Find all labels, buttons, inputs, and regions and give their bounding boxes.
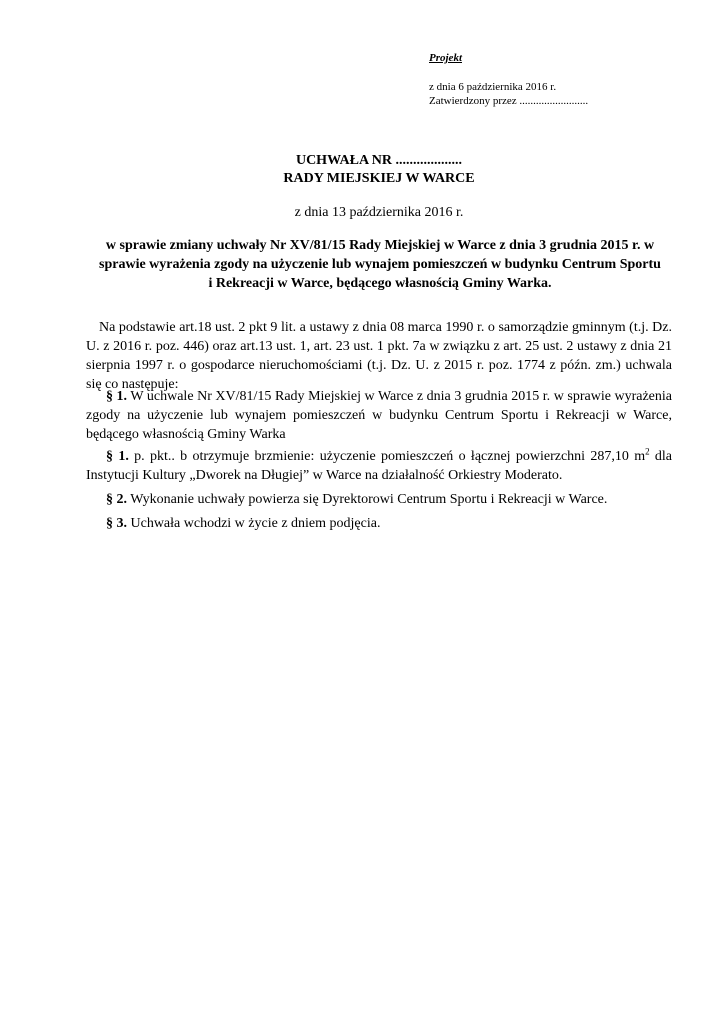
project-label: Projekt xyxy=(429,52,462,64)
resolution-subject xyxy=(84,236,676,293)
section-1b-text: p. pkt.. b otrzymuje brzmienie: użyczenie pomieszczeń o łącznej powierzchni 287,10 m xyxy=(128,449,646,464)
subject-line-1: w sprawie zmiany uchwały Nr XV/81/15 Rady Miejskiej w Warce z dnia 3 grudnia 2015 r. w xyxy=(105,238,655,253)
council-name: RADY MIEJSKIEJ W WARCE xyxy=(283,171,475,186)
section-3-text: Uchwała wchodzi w życie z dniem podjęcia. xyxy=(127,516,381,531)
draft-date: z dnia 6 października 2016 r. xyxy=(429,81,557,93)
resolution-number: UCHWAŁA NR ................... xyxy=(295,153,463,168)
approved-by: Zatwierdzony przez ......................... xyxy=(429,95,589,107)
section-1-mark: § 1. xyxy=(106,389,128,404)
section-2-text: Wykonanie uchwały powierza się Dyrektorowi Centrum Sportu i Rekreacji w Warce. xyxy=(127,492,608,507)
subject-line-3: i Rekreacji w Warce, będącego własnością Gminy Warka. xyxy=(208,276,552,291)
section-1b-paragraph xyxy=(86,447,672,485)
resolution-date: z dnia 13 października 2016 r. xyxy=(294,205,464,220)
section-3-mark: § 3. xyxy=(106,516,127,531)
section-1-paragraph xyxy=(86,387,672,444)
section-2-paragraph xyxy=(86,490,672,509)
square-meter-superscript: 2 xyxy=(645,446,650,457)
section-3-paragraph xyxy=(86,514,672,533)
subject-line-2: sprawie wyrażenia zgody na użyczenie lub wynajem pomieszczeń w budynku Centrum Sportu xyxy=(99,257,661,272)
section-1b-mark: § 1. xyxy=(106,449,129,464)
section-2-mark: § 2. xyxy=(106,492,127,507)
section-1-text: W uchwale Nr XV/81/15 Rady Miejskiej w Warce z dnia 3 grudnia 2015 r. w sprawie wyrażenia zgody na użyczenie lub wynajem pomieszczeń w budynku Centrum Sportu i Rekreacji w Warce, będącego własnością Gminy Warka xyxy=(86,389,673,442)
preamble-paragraph: Na podstawie art.18 ust. 2 pkt 9 lit. a ustawy z dnia 08 marca 1990 r. o samorządzie gminnym (t.j. Dz. U. z 2016 r. poz. 446) oraz art.13 ust. 1, art. 23 ust. 1 pkt. 7a w związku z art. 25 ust. 2 ustawy z dnia 21 sierpnia 1997 r. o gospodarce nieruchomościami (t.j. Dz. U. z 2015 r. poz. 1774 z późn. zm.) uchwala się co następuje: xyxy=(86,320,672,392)
section-1b-text-continued: dla Instytucji Kultury „Dworek na Długiej” w Warce na działalność Orkiestry Moderato. xyxy=(86,449,673,483)
